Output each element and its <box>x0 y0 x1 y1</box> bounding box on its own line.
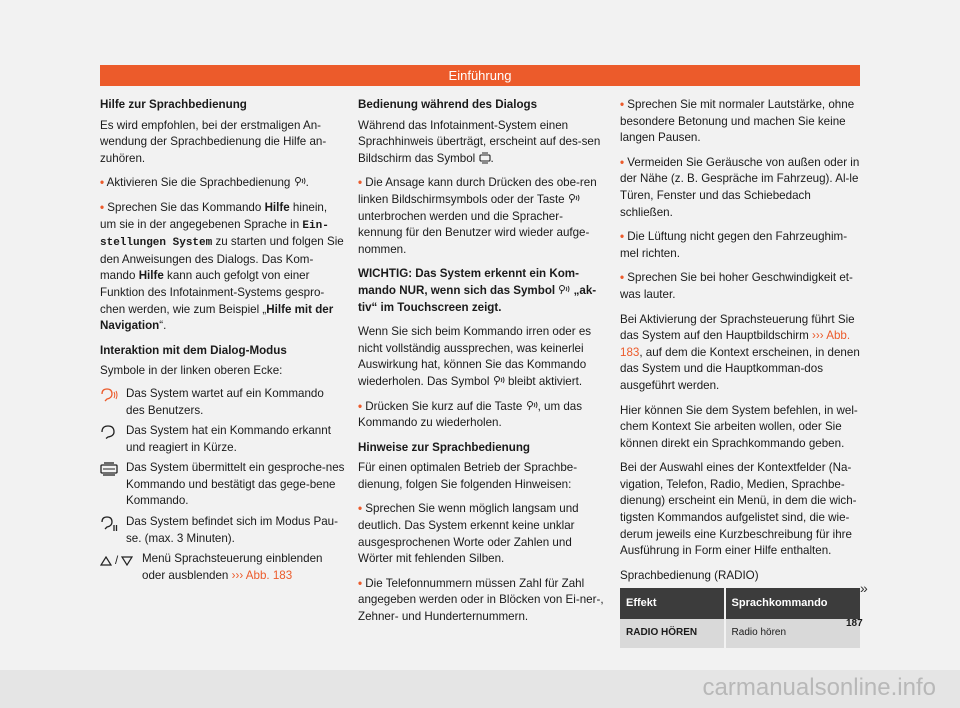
command-table <box>620 588 860 647</box>
heading-table: Sprachbedienung (RADIO) <box>620 568 759 582</box>
symbol-row-waiting: Das System wartet auf ein Kommando des Benutzers. <box>100 386 345 419</box>
continued-marker: » <box>860 580 868 596</box>
table-header-row <box>620 588 860 619</box>
bullet-dot: • <box>358 176 363 190</box>
paragraph-context-fields: Bei der Auswahl eines der Kontextfelder (Na-vigation, Telefon, Radio, Medien, Sprachbe-dienung) erscheint ein Menü, in dem die wich-tigsten Kommandos aufgelistet sind, die wie-derum jeweils eine Kurzbeschreibung für ihre Ausführung in Form einer Hilfe enthalten. <box>620 461 857 558</box>
paragraph-dialog: Während das Infotainment-System einen Sprachhinweis überträgt, erscheint auf des-sen Bildschirm das Symbol . <box>358 118 601 165</box>
bullet-activate: • Aktivieren Sie die Sprachbedienung . <box>100 176 309 190</box>
voice-recognized-icon <box>100 425 116 439</box>
triangle-down-icon <box>121 556 133 566</box>
table-header-command: Sprachkommando <box>725 588 860 619</box>
triangle-up-icon <box>100 556 112 566</box>
bullet-ventilation: • Die Lüftung nicht gegen den Fahrzeughim-mel richten. <box>620 230 848 260</box>
bullet-dot: • <box>358 399 363 413</box>
heading-dialog: Bedienung während des Dialogs <box>358 98 538 111</box>
bullet-dot: • <box>620 271 625 285</box>
bullet-normal-volume: • Sprechen Sie mit normaler Lautstärke, ohne besondere Betonung und machen Sie keine langen Pausen. <box>620 98 855 145</box>
column-1 <box>100 97 345 588</box>
voice-waiting-icon <box>100 388 118 402</box>
figure-reference[interactable]: ››› Abb. 183 <box>620 329 851 359</box>
figure-reference[interactable]: ››› Abb. 183 <box>231 568 293 582</box>
announcement-icon <box>479 152 491 164</box>
table-header-effect: Effekt <box>620 588 725 619</box>
bullet-press-key: • Drücken Sie kurz auf die Taste , um das Kommando zu wiederholen. <box>358 399 583 430</box>
bullet-interrupt: • Die Ansage kann durch Drücken des obe-ren linken Bildschirmsymbols oder der Taste unterbrochen werden und die Spracher-kennung für den Benutzer wird wieder aufge-nommen. <box>358 176 597 256</box>
bullet-dot: • <box>100 200 105 214</box>
bullet-dot: • <box>100 176 105 190</box>
page-number: 187 <box>846 618 863 629</box>
voice-control-icon <box>526 400 538 412</box>
important-note: WICHTIG: Das System erkennt ein Kom-mando NUR, wenn sich das Symbol „ak-tiv“ im Touchscreen zeigt. <box>358 267 597 314</box>
table-cell-command: Radio hören <box>725 619 860 648</box>
voice-control-icon <box>493 375 505 387</box>
paragraph-repeat: Wenn Sie sich beim Kommando irren oder es nicht vollständig aussprechen, was keinerlei Auswirkung hat, können Sie das Kommando wiederholen. Das Symbol bleibt aktiviert. <box>358 325 592 388</box>
voice-control-icon <box>294 176 306 188</box>
voice-active-icon <box>558 284 570 296</box>
bullet-dot: • <box>358 502 363 516</box>
menu-path: Ein-stellungen System <box>100 219 329 250</box>
paragraph-context: Hier können Sie dem System befehlen, in wel-chem Kontext Sie arbeiten wollen, oder Sie können direkt ein Sprachkommando geben. <box>620 403 858 450</box>
heading-interaction: Interaktion mit dem Dialog-Modus <box>100 343 287 357</box>
bullet-command-help: • Sprechen Sie das Kommando Hilfe hinein, um sie in der angegebenen Sprache in Ein-stellungen System zu starten und folgen Sie den Anweisungen des Dialogs. Das Kom-mando Hilfe kann auch gefolgt von einer Funktion des Infotainment-Systems gespro-chen werden, wie zum Beispiel „Hilfe mit der Navigation“. <box>100 200 344 333</box>
symbol-row-transmitting: Das System übermittelt ein gesproche-nes Kommando und bestätigt das gege-bene Kommando. <box>100 460 345 510</box>
watermark-band <box>0 670 960 708</box>
bullet-speak-slowly: • Sprechen Sie wenn möglich langsam und deutlich. Das System erkennt keine unklar ausgesprochenen Worte oder Zahlen und Wörter mit fehlenden Silben. <box>358 502 579 566</box>
column-3 <box>620 97 860 648</box>
section-header: Einführung <box>100 65 860 86</box>
paragraph-hints: Für einen optimalen Betrieb der Sprachbe-dienung, folgen Sie folgenden Hinweisen: <box>358 461 578 491</box>
paragraph-main-screen: Bei Aktivierung der Sprachsteuerung führt Sie das System auf den Hauptbildschirm ››› Abb. 183, auf dem die Kontext erscheinen, in denen das System und die Hauptkomman-dos ausgeführt werden. <box>620 312 860 392</box>
paragraph-symbols: Symbole in der linken oberen Ecke: <box>100 364 283 378</box>
bullet-dot: • <box>620 155 625 169</box>
watermark-text: carmanualsonline.info <box>702 674 936 701</box>
table-cell-effect: RADIO HÖREN <box>620 619 725 648</box>
bullet-high-speed: • Sprechen Sie bei hoher Geschwindigkeit et-was lauter. <box>620 271 853 301</box>
heading-hints: Hinweise zur Sprachbedienung <box>358 440 531 454</box>
heading-help: Hilfe zur Sprachbedienung <box>100 98 247 111</box>
symbol-row-pause: Das System befindet sich im Modus Pau-se. (max. 3 Minuten). <box>100 514 345 547</box>
symbol-row-menu-toggle: / Menü Sprachsteuerung einblenden oder ausblenden ››› Abb. 183 <box>100 551 345 584</box>
column-2 <box>358 97 606 634</box>
voice-control-icon <box>568 193 580 205</box>
bullet-avoid-noise: • Vermeiden Sie Geräusche von außen oder in der Nähe (z. B. Gespräche im Fahrzeug). Al-le Türen, Fenster und das Schiebedach schließen. <box>620 155 860 219</box>
bullet-phone-numbers: • Die Telefonnummern müssen Zahl für Zahl angegeben werden oder in Blöcken von Ei-ner-, Zehner- und Hunderternummern. <box>358 576 604 624</box>
table-row <box>620 619 860 648</box>
voice-pause-icon <box>100 516 118 532</box>
bullet-dot: • <box>358 576 363 590</box>
bullet-dot: • <box>620 98 625 111</box>
symbol-row-recognized: Das System hat ein Kommando erkannt und reagiert in Kürze. <box>100 423 345 456</box>
voice-transmitting-icon <box>100 462 118 476</box>
paragraph-help: Es wird empfohlen, bei der erstmaligen An-wendung der Sprachbedienung die Hilfe an-zuhören. <box>100 118 327 165</box>
bullet-dot: • <box>620 230 625 244</box>
